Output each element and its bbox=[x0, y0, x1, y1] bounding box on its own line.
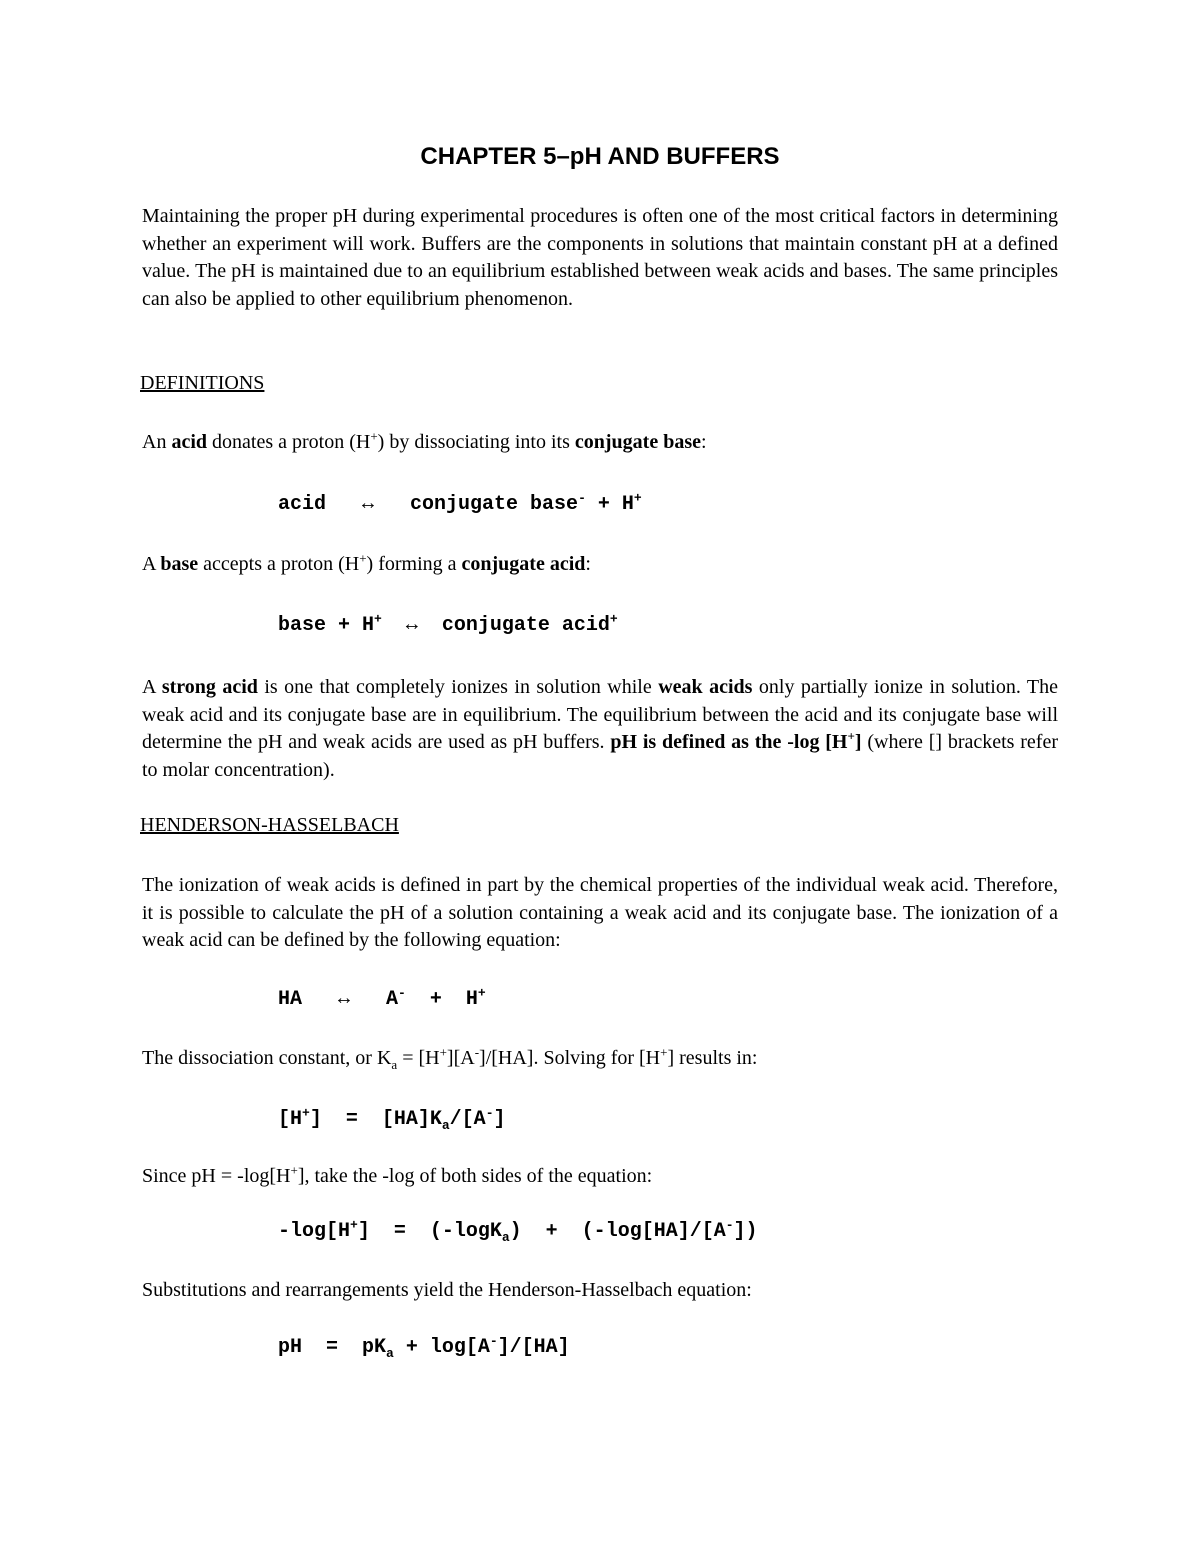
acid-definition: An acid donates a proton (H+) by dissociating into its conjugate base: bbox=[142, 428, 707, 453]
acid-equation: acid ↔ conjugate base- + H+ bbox=[278, 490, 642, 516]
since-ph-line: Since pH = -log[H+], take the -log of both sides of the equation: bbox=[142, 1162, 653, 1187]
substitutions-line: Substitutions and rearrangements yield the Henderson-Hasselbach equation: bbox=[142, 1279, 752, 1301]
ionization-equation: HA ↔ A- + H+ bbox=[278, 985, 486, 1011]
henderson-hasselbach-heading: HENDERSON-HASSELBACH bbox=[140, 814, 399, 836]
base-equation: base + H+ ↔ conjugate acid+ bbox=[278, 611, 618, 637]
strong-acid-paragraph: A strong acid is one that completely ionizes in solution while weak acids only partially ionize in solution. The weak acid and its conjugate base are in equilibrium. The equilibrium between the acid and its conjugate base will determine the pH and weak acids are used as pH buffers. pH is defined as the -log [H+] (where [] brackets refer to molar concentration). bbox=[142, 676, 1059, 781]
log-equation: -log[H+] = (-logK$_a$) + (-log[HA]/[A-]) bbox=[278, 1217, 758, 1245]
ionization-paragraph: The ionization of weak acids is defined in part by the chemical properties of the individual weak acid. Therefore, it is possible to calculate the pH of a solution containing a weak acid and its conjugate base. The ionization of a weak acid can be defined by the following equation: bbox=[142, 874, 1058, 951]
henderson-hasselbach-equation: pH = $pK_a + \log[A^-]/[HA]$ bbox=[278, 1333, 570, 1361]
base-definition: A base accepts a proton (H+) forming a conjugate acid: bbox=[142, 550, 591, 575]
chapter-title: CHAPTER 5–pH AND BUFFERS bbox=[420, 143, 780, 170]
intro-paragraph: Maintaining the proper pH during experimental procedures is often one of the most critical factors in determining whether an experiment will work. Buffers are the components in solutions that maintain constant pH at a defined value. The pH is maintained due to an equilibrium established between weak acids and bases. The same principles can also be applied to other equilibrium phenomenon. bbox=[142, 205, 1058, 310]
dissociation-constant-line: The dissociation constant, or $K_a = [H^+][A^-]/[HA]$. Solving for [H+] results in: bbox=[142, 1044, 758, 1072]
hydrogen-ion-equation: $[H^+] = [HA]K_a/[A^-]$ bbox=[278, 1105, 506, 1133]
definitions-heading: DEFINITIONS bbox=[140, 372, 265, 394]
